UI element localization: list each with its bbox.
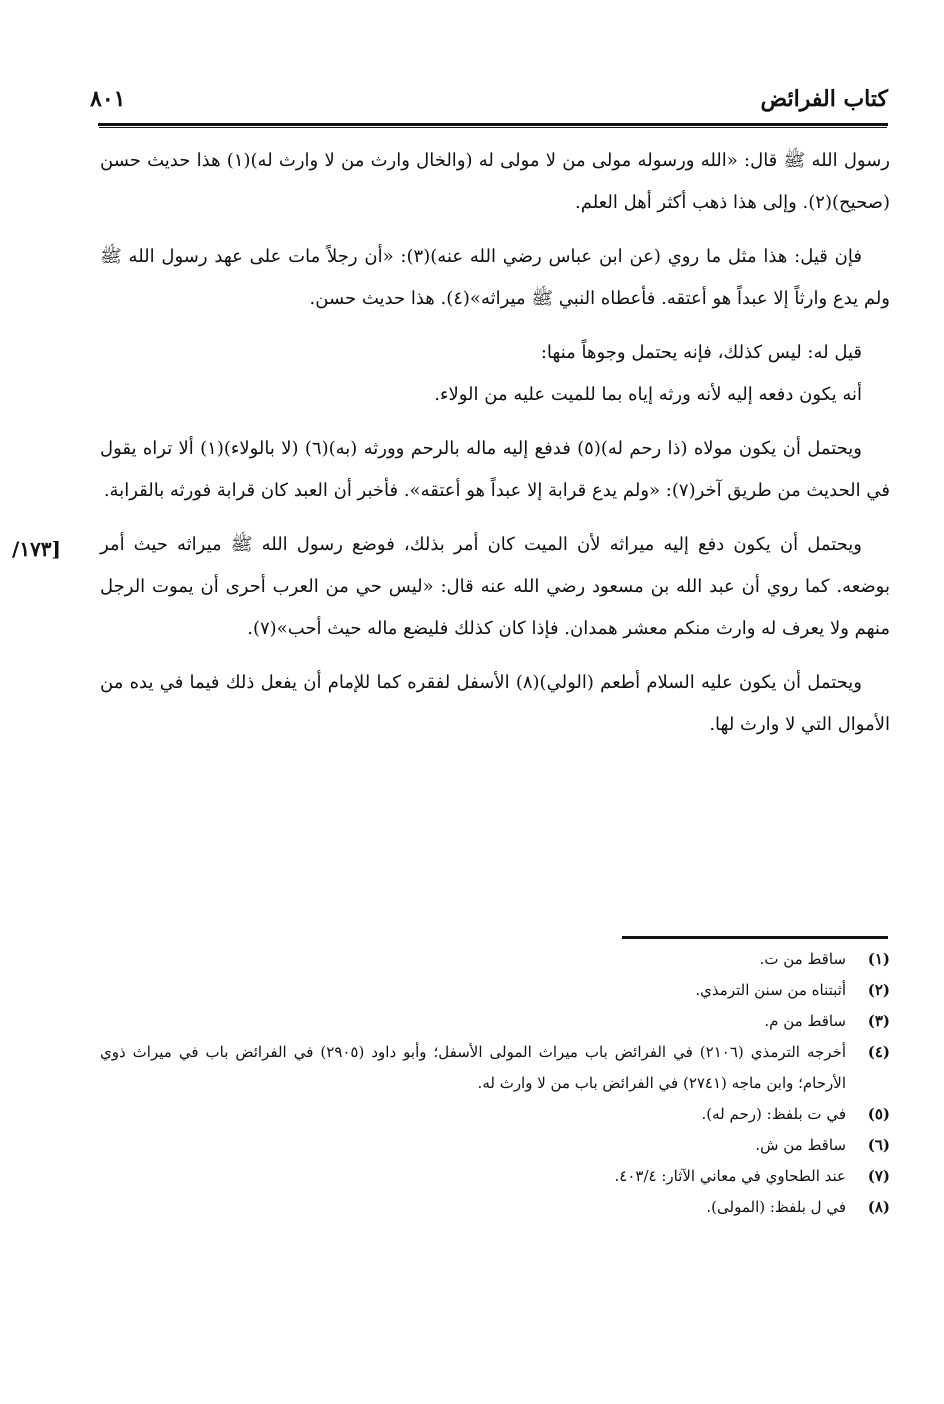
page-header <box>90 86 888 120</box>
footnote-number: (١) <box>867 950 890 968</box>
footnote <box>100 1192 890 1223</box>
main-text <box>100 140 890 758</box>
footnotes <box>100 944 890 1223</box>
paragraph: قيل له: ليس كذلك، فإنه يحتمل وجوهاً منها: <box>540 342 862 363</box>
footnote-text: عند الطحاوي في معاني الآثار: ٤٠٣/٤. <box>614 1167 846 1185</box>
header-divider <box>98 123 888 126</box>
footnote <box>100 1161 890 1192</box>
footnote <box>100 1099 890 1130</box>
footnote <box>100 944 890 975</box>
paragraph: أنه يكون دفعه إليه لأنه ورثه إياه بما للميت عليه من الولاء. <box>434 384 862 405</box>
footnote <box>100 1037 890 1099</box>
paragraph: رسول الله ﷺ قال: «الله ورسوله مولى من لا مولى له (والخال وارث من لا وارث له)(١) هذا حديث حسن (صحيح)(٢). وإلى هذا ذهب أكثر أهل العلم. <box>100 150 890 213</box>
paragraph: ويحتمل أن يكون عليه السلام أطعم (الولي)(٨) الأسفل لفقره كما للإمام أن يفعل ذلك فيما في يده من الأموال التي لا وارث لها. <box>100 672 890 735</box>
footnote-text: ساقط من م. <box>764 1012 846 1030</box>
footnote-text: في ت بلفظ: (رحم له). <box>701 1105 846 1123</box>
footnote-divider <box>622 936 888 939</box>
footnote-text: ساقط من ت. <box>759 950 846 968</box>
footnote-text: أخرجه الترمذي (٢١٠٦) في الفرائض باب ميراث المولى الأسفل؛ وأبو داود (٢٩٠٥) في الفرائض باب في ميراث ذوي الأرحام؛ وابن ماجه (٢٧٤١) في الفرائض باب من لا وارث له. <box>100 1043 846 1092</box>
footnote-text: في ل بلفظ: (المولى). <box>706 1198 846 1216</box>
footnote-number: (٦) <box>867 1136 890 1154</box>
page-number: ٨٠١ <box>90 86 126 112</box>
paragraph: ويحتمل أن يكون مولاه (ذا رحم له)(٥) فدفع إليه ماله بالرحم وورثه (به)(٦) (لا بالولاء)(١) ألا تراه يقول في الحديث من طريق آخر(٧): «ولم يدع قرابة إلا عبداً هو أعتقه». فأخبر أن العبد كان قرابة فورثه بالقرابة. <box>100 438 890 501</box>
margin-reference: [١٧٣/ <box>12 537 62 561</box>
footnote-text: أثبتناه من سنن الترمذي. <box>695 981 846 999</box>
footnote-number: (٧) <box>867 1167 890 1185</box>
footnote-number: (٥) <box>867 1105 890 1123</box>
paragraph: فإن قيل: هذا مثل ما روي (عن ابن عباس رضي الله عنه)(٣): «أن رجلاً مات على عهد رسول الله ﷺ ولم يدع وارثاً إلا عبداً هو أعتقه. فأعطاه النبي ﷺ ميراثه»(٤). هذا حديث حسن. <box>100 246 890 309</box>
running-title: كتاب الفرائض <box>760 86 888 112</box>
footnote <box>100 975 890 1006</box>
footnote <box>100 1006 890 1037</box>
footnote-number: (٣) <box>867 1012 890 1030</box>
footnote <box>100 1130 890 1161</box>
footnote-number: (٤) <box>867 1043 890 1061</box>
paragraph: ويحتمل أن يكون دفع إليه ميراثه لأن الميت كان أمر بذلك، فوضع رسول الله ﷺ ميراثه حيث أمر بوضعه. كما روي أن عبد الله بن مسعود رضي الله عنه قال: «ليس حي من العرب أحرى أن يموت الرجل منهم ولا يعرف له وارث منكم معشر همدان. فإذا كان كذلك فليضع ماله حيث أحب»(٧). <box>100 534 890 639</box>
footnote-number: (٢) <box>867 981 890 999</box>
footnote-text: ساقط من ش. <box>755 1136 846 1154</box>
footnote-number: (٨) <box>867 1198 890 1216</box>
